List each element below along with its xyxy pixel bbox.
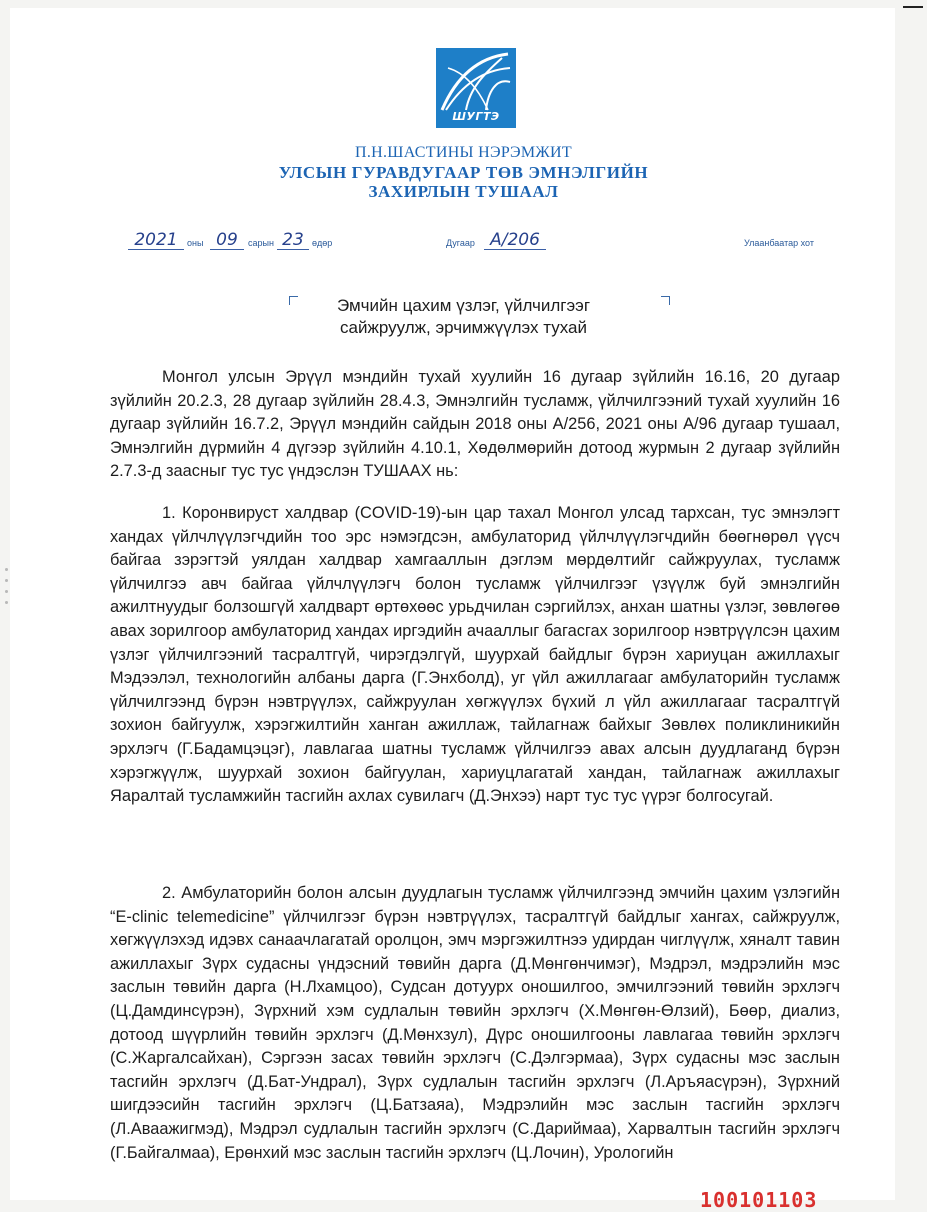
preamble-paragraph: Монгол улсын Эрүүл мэндийн тухай хуулийн 16 дугаар зүйлийн 16.16, 20 дугаар зүйлийн 20.2.3, 28 дугаар зүйлийн 28.4.3, Эмнэлгийн тусламж, үйлчилгээний тухай хуулийн 16 дугаар зүйлийн 16.7.2, Эрүүл мэндийн сайдын 2018 оны А/256, 2021 оны А/96 дугаар тушаал, Эмнэлгийн дүрмийн 4 дүгээр зүйлийн 4.10.1, Хөдөлмөрийн дотоод журмын 2 дугаар зүйлийн 2.7.3-д заасныг тус тус үндэслэн ТУШААХ нь:	[110, 368, 840, 481]
scan-edge-mark	[903, 6, 923, 8]
month-value: 09	[210, 230, 244, 250]
day-label: өдөр	[312, 238, 333, 248]
logo-text: ШУГТЭ	[452, 110, 500, 123]
document-meta-row	[0, 230, 927, 254]
number-value: А/206	[484, 230, 546, 250]
clause-2-paragraph: 2. Амбулаторийн болон алсын дуудлагын тусламж үйлчилгээнд эмчийн цахим үзлэгийн “E-clinic telemedicine” үйлчилгээг бүрэн нэвтрүүлэх, тасралтгүй байдлыг хангах, сайжруулж, хөгжүүлэхэд идэвх санаачлагатай оролцон, эмч мэргэжилтнээ удирдан чиглүүлж, хяналт тавин ажиллахыг Зүрх судасны үндэсний төвийн дарга (Д.Мөнгөнчимэг), Мэдрэл, мэдрэлийн мэс заслын төвийн дарга (Н.Лхамцоо), Судсан дотуурх оношилгоо, эмчилгээний төвийн эрхлэгч (Ц.Дамдинсүрэн), Зүрхний хэм судлалын төвийн эрхлэгч (Х.Мөнгөн-Өлзий), Бөөр, диализ, дотоод шүүрлийн төвийн эрхлэгч (Д.Мөнхзул), Дүрс оношилгооны лавлагаа төвийн эрхлэгч (С.Жаргалсайхан), Сэргээн засах төвийн эрхлэгч (С.Дэлгэрмаа), Зүрх судасны мэс заслын тасгийн эрхлэгч (Д.Бат-Ундрал), Зүрх судлалын тасгийн эрхлэгч (Л.Аръяасүрэн), Зүрхний шигдээсийн тасгийн эрхлэгч (Ц.Батзаяа), Мэдрэлийн мэс заслын тасгийн эрхлэгч (Л.Аваажигмэд), Мэдрэл судлалын тасгийн эрхлэгч (С.Дариймаа), Харвалтын тасгийн эрхлэгч (Г.Байгалмаа), Ерөнхий мэс заслын тасгийн эрхлэгч (Ц.Лочин), Урологийн	[110, 884, 840, 1162]
header-line-2: УЛСЫН ГУРАВДУГААР ТӨВ ЭМНЭЛГИЙН	[278, 163, 649, 182]
place-label: Улаанбаатар хот	[744, 238, 814, 248]
year-value: 2021	[128, 230, 184, 250]
day-value: 23	[277, 230, 309, 250]
scan-artifacts	[2, 560, 12, 640]
subject-line-1: Эмчийн цахим үзлэг, үйлчилгээг	[336, 296, 591, 315]
month-label: сарын	[248, 238, 274, 248]
clause-1-paragraph: 1. Коронвируст халдвар (COVID-19)-ын цар тахал Монгол улсад тархсан, тус эмнэлэгт хандах үйлчлүүлэгчдийн тоо эрс нэмэгдсэн, амбулаторид үйлчлүүлэгчдийн бөөгнөрөл үүсч байгаа зэрэгтэй уялдан халдвар хамгааллын дэглэм мөрдөлтийг сайжруулах, тусламж үйлчилгээ авч байгаа үйлчлүүлэгч болон тусламж үйлчилгээг үзүүлж буй эмнэлгийн ажилтнуудыг болзошгүй халдварт өртөхөөс урьдчилан сэргийлэх, анхан шатны үзлэг, зөвлөгөө авах зорилгоор амбулаторид хандах иргэдийн ачааллыг багасгах зорилгоор нэвтрүүлсэн цахим үзлэг үйлчилгээний тасралтгүй, чирэгдэлгүй, шуурхай байдлыг бүрэн хариуцан ажиллахыг Мэдээлэл, технологийн албаны дарга (Г.Энхболд), уг үйл ажиллагааг амбулаторийн тусламж үйлчилгээнд бүрэн нэвтрүүлэх, сайжруулан хөгжүүлэх бүхий л үйл ажиллагааг тасралтгүй зохион байгуулж, хэрэгжилтийн ханган ажиллаж, тайлагнаж байхыг Зөвлөх поликлиникийн эрхлэгч (Г.Бадамцэцэг), лавлагаа шатны тусламж үйлчилгээ авах алсын дуудлаганд бүрэн хэрэгжүүлж, шуурхай зохион байгуулан, хариуцлагатай хандан, тайлагнаж ажиллахыг Яаралтай тусламжийн тасгийн ахлах сувилагч (Д.Энхээ) нарт тус тус үүрэг болгосугай.	[110, 504, 840, 806]
header-line-3: ЗАХИРЛЫН ТУШААЛ	[368, 182, 559, 201]
year-label: оны	[187, 238, 204, 248]
number-label: Дугаар	[446, 238, 475, 248]
subject-block	[0, 295, 927, 339]
subject-line-2: сайжруулж, эрчимжүүлэх тухай	[340, 318, 587, 337]
red-number-stamp: 100101103	[700, 1188, 818, 1212]
header-line-1: П.Н.ШАСТИНЫ НЭРЭМЖИТ	[355, 144, 572, 161]
hospital-logo	[436, 48, 516, 128]
